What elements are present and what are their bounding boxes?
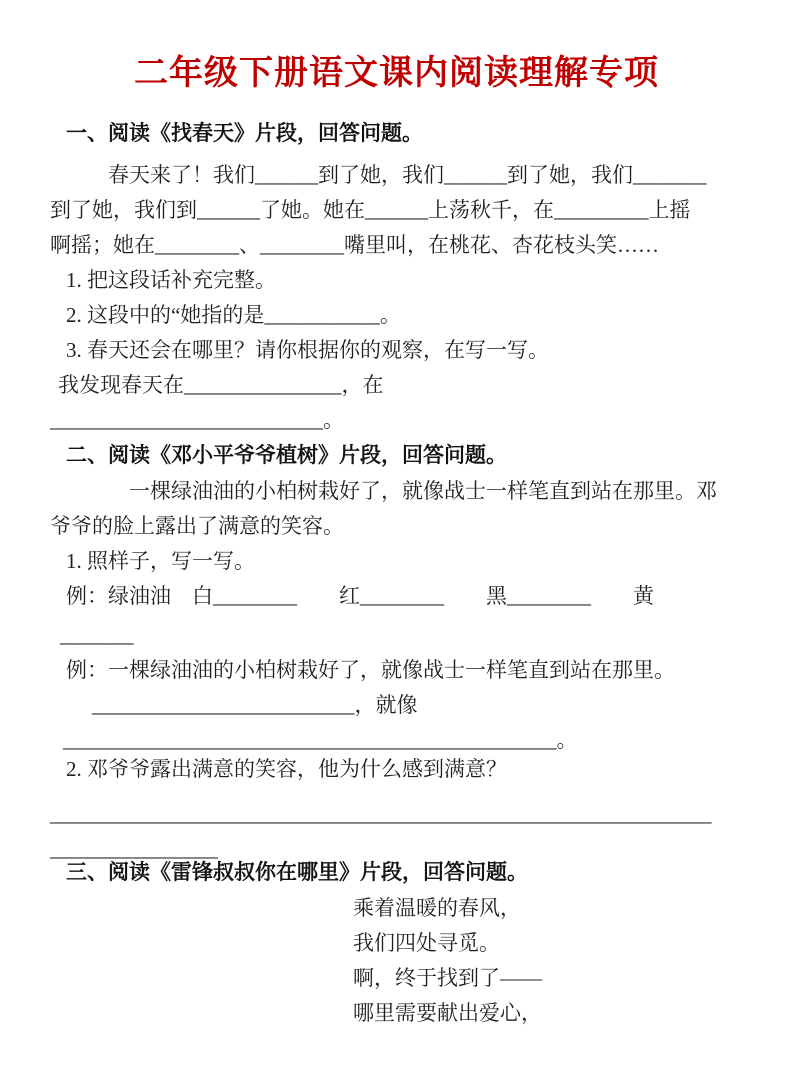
answer-blank-line: 我发现春天在_______________，在: [58, 373, 384, 397]
passage-line: 到了她，我们到______了她。她在______上荡秋千，在_________上摇: [50, 198, 691, 222]
section-2-heading: 二、阅读《邓小平爷爷植树》片段，回答问题。: [66, 444, 507, 467]
question-line: 1. 照样子，写一写。: [66, 549, 255, 573]
answer-blank-line: __________________________。: [50, 408, 344, 432]
answer-blank-line: _______________________________________________________________: [50, 802, 712, 826]
passage-line: 爷爷的脸上露出了满意的笑容。: [50, 514, 344, 538]
passage-line: 春天来了！我们______到了她，我们______到了她，我们_______: [108, 163, 707, 187]
passage-line: 啊摇；她在________、________嘴里叫，在桃花、杏花枝头笑……: [50, 233, 659, 257]
example-line: 例：绿油油 白________ 红________ 黑________ 黄: [66, 584, 654, 608]
section-deng-xiaoping-zhi-shu: [50, 438, 723, 867]
answer-blank-line: _______________________________________________。: [63, 728, 578, 752]
section-lei-feng-shu-shu: [50, 855, 723, 1031]
section-zhao-chun-tian: [50, 116, 723, 438]
answer-blank-line: _______: [60, 623, 134, 647]
poem-line: 啊，终于找到了——: [353, 966, 542, 990]
question-line: 2. 邓爷爷露出满意的笑容，他为什么感到满意？: [66, 757, 507, 781]
passage-line: 一棵绿油油的小柏树栽好了，就像战士一样笔直到站在那里。邓: [129, 479, 717, 503]
section-3-heading: 三、阅读《雷锋叔叔你在哪里》片段，回答问题。: [66, 861, 528, 884]
poem-line: 乘着温暖的春风，: [353, 896, 521, 920]
answer-blank-line: ________________: [50, 837, 218, 861]
answer-blank-line: _________________________，就像: [92, 693, 418, 717]
poem-line: 我们四处寻觅。: [353, 931, 500, 955]
example-line: 例：一棵绿油油的小柏树栽好了，就像战士一样笔直到站在那里。: [66, 658, 675, 682]
question-line: 3. 春天还会在哪里？请你根据你的观察，在写一写。: [66, 338, 549, 362]
page-title: 二年级下册语文课内阅读理解专项: [134, 54, 659, 92]
section-1-heading: 一、阅读《找春天》片段，回答问题。: [66, 122, 423, 145]
question-line: 1. 把这段话补充完整。: [66, 268, 276, 292]
question-line: 2. 这段中的“她指的是___________。: [66, 303, 401, 327]
poem-line: 哪里需要献出爱心，: [353, 1001, 542, 1025]
